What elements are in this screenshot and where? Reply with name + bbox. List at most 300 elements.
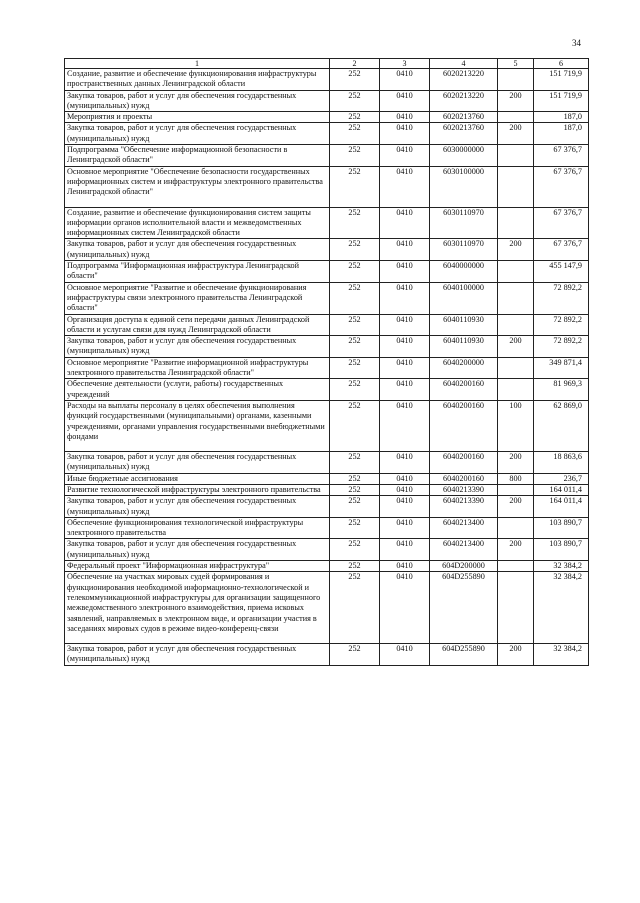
row-value-cell — [380, 539, 430, 561]
row-name-cell — [65, 357, 330, 379]
row-value-cell — [498, 123, 534, 145]
row-value-cell — [430, 561, 498, 572]
row-value-cell — [330, 123, 380, 145]
row-value: 252 — [348, 123, 361, 133]
row-value: 103 890,7 — [549, 539, 582, 549]
row-value: 0410 — [396, 207, 413, 217]
row-value-cell — [430, 644, 498, 666]
row-value: 67 376,7 — [553, 207, 582, 217]
row-value-cell — [534, 112, 589, 123]
row-value: 72 892,2 — [553, 314, 582, 324]
row-value-cell — [430, 282, 498, 314]
row-value: 252 — [348, 261, 361, 271]
row-value: 164 011,4 — [549, 496, 582, 506]
row-value-cell — [430, 379, 498, 401]
row-value: 252 — [348, 379, 361, 389]
row-name: Основное мероприятие "Развитие и обеспечение функционирования инфраструктуры связи электронного правительства Ленинградской области" — [67, 282, 307, 313]
row-value-cell — [330, 166, 380, 207]
row-value: 151 719,9 — [549, 69, 582, 78]
table-row — [65, 473, 589, 484]
row-name: Обеспечение функционирования технологической инфраструктуры электронного правительства — [67, 517, 304, 538]
row-value-cell — [498, 90, 534, 112]
row-value-cell — [430, 496, 498, 518]
row-value-cell — [534, 473, 589, 484]
row-value-cell — [498, 572, 534, 644]
row-value-cell — [430, 112, 498, 123]
row-value: 455 147,9 — [549, 261, 582, 271]
row-name-cell — [65, 145, 330, 167]
row-value: 0410 — [396, 473, 413, 483]
row-value: 200 — [509, 90, 522, 100]
row-value-cell — [534, 400, 589, 451]
row-name-cell — [65, 336, 330, 358]
table-row — [65, 261, 589, 283]
table-row — [65, 539, 589, 561]
row-value: 252 — [348, 539, 361, 549]
row-name: Обеспечение на участках мировых судей формирования и функционирования необходимой информационно-технологической и телекоммуникационной инфраструктуры для организации защищенного межведомственного электронного взаимодействия, приема исковых заявлений, направляемых в электронном виде, и организации участия в заседаниях мировых судов в режиме видео-конференц-связи — [67, 572, 321, 633]
row-value: 0410 — [396, 400, 413, 410]
table-row — [65, 400, 589, 451]
row-value-cell — [380, 145, 430, 167]
header-col-5: 5 — [498, 59, 534, 69]
row-value: 252 — [348, 561, 361, 571]
row-name-cell — [65, 69, 330, 91]
row-name: Закупка товаров, работ и услуг для обеспечения государственных (муниципальных) нужд — [67, 90, 297, 110]
row-name: Создание, развитие и обеспечение функционирования инфраструктуры пространственных данных Ленинградской области — [67, 69, 317, 89]
row-value: 0410 — [396, 517, 413, 527]
row-value-cell — [380, 644, 430, 666]
row-value-cell — [430, 473, 498, 484]
row-value: 252 — [348, 314, 361, 324]
row-value: 252 — [348, 484, 361, 494]
row-value-cell — [430, 145, 498, 167]
row-value-cell — [430, 239, 498, 261]
row-value-cell — [534, 357, 589, 379]
row-name: Создание, развитие и обеспечение функционирования систем защиты информации органов исполнительной власти и межведомственных информационных систем Ленинградской области — [67, 207, 311, 238]
row-value-cell — [534, 452, 589, 474]
row-value-cell — [380, 123, 430, 145]
row-name-cell — [65, 282, 330, 314]
row-name-cell — [65, 166, 330, 207]
row-value-cell — [430, 314, 498, 336]
row-name: Закупка товаров, работ и услуг для обеспечения государственных (муниципальных) нужд — [67, 123, 297, 143]
row-value-cell — [330, 314, 380, 336]
row-value: 200 — [509, 123, 522, 133]
row-value: 252 — [348, 90, 361, 100]
row-name-cell — [65, 112, 330, 123]
table-row — [65, 314, 589, 336]
row-value-cell — [330, 561, 380, 572]
row-name: Мероприятия и проекты — [67, 112, 153, 122]
row-value: 6020213220 — [443, 69, 484, 78]
row-value: 6020213760 — [443, 112, 484, 122]
row-value: 6030100000 — [443, 166, 484, 176]
row-value-cell — [430, 357, 498, 379]
row-name-cell — [65, 239, 330, 261]
budget-table — [64, 58, 589, 666]
row-value: 6040000000 — [443, 261, 484, 271]
header-col-4: 4 — [430, 59, 498, 69]
table-row — [65, 484, 589, 495]
row-value-cell — [430, 336, 498, 358]
row-name-cell — [65, 261, 330, 283]
row-value-cell — [430, 261, 498, 283]
row-value-cell — [534, 314, 589, 336]
row-value: 0410 — [396, 123, 413, 133]
row-value: 252 — [348, 282, 361, 292]
row-value-cell — [534, 166, 589, 207]
row-name: Иные бюджетные ассигнования — [67, 473, 178, 483]
row-value-cell — [380, 207, 430, 239]
row-value-cell — [330, 207, 380, 239]
row-value-cell — [534, 644, 589, 666]
row-value: 0410 — [396, 239, 413, 249]
row-name-cell — [65, 572, 330, 644]
row-value: 6040100000 — [443, 282, 484, 292]
row-value-cell — [380, 69, 430, 91]
row-value: 0410 — [396, 314, 413, 324]
row-name: Закупка товаров, работ и услуг для обеспечения государственных (муниципальных) нужд — [67, 336, 297, 356]
row-value-cell — [534, 539, 589, 561]
table-row — [65, 166, 589, 207]
row-value-cell — [380, 517, 430, 539]
row-value: 252 — [348, 336, 361, 346]
row-value: 252 — [348, 496, 361, 506]
row-value: 32 384,2 — [553, 572, 582, 582]
row-value: 604D200000 — [442, 561, 485, 571]
row-value: 0410 — [396, 261, 413, 271]
row-value-cell — [498, 561, 534, 572]
row-value: 0410 — [396, 484, 413, 494]
row-value: 6020213760 — [443, 123, 484, 133]
row-value-cell — [430, 452, 498, 474]
row-value-cell — [330, 239, 380, 261]
row-value-cell — [534, 207, 589, 239]
row-name-cell — [65, 207, 330, 239]
row-value-cell — [498, 484, 534, 495]
row-name: Расходы на выплаты персоналу в целях обеспечения выполнения функций государственными (муниципальными) органами, казенными учреждениями, органами управления государственными внебюджетными фондами — [67, 400, 325, 441]
row-value: 72 892,2 — [553, 336, 582, 346]
row-value-cell — [330, 452, 380, 474]
row-value: 6030110970 — [443, 207, 484, 217]
row-name: Закупка товаров, работ и услуг для обеспечения государственных (муниципальных) нужд — [67, 539, 297, 559]
row-value-cell — [534, 517, 589, 539]
row-value: 32 384,2 — [553, 644, 582, 654]
row-value-cell — [498, 112, 534, 123]
row-value-cell — [330, 357, 380, 379]
row-value: 6040200160 — [443, 452, 484, 462]
table-row — [65, 496, 589, 518]
row-name: Подпрограмма "Обеспечение информационной безопасности в Ленинградской области" — [67, 145, 288, 165]
row-value-cell — [534, 282, 589, 314]
row-value-cell — [534, 145, 589, 167]
table-row — [65, 452, 589, 474]
table-row — [65, 572, 589, 644]
row-value: 6040110930 — [443, 314, 484, 324]
row-value: 18 863,6 — [553, 452, 582, 462]
row-value-cell — [380, 90, 430, 112]
row-value: 0410 — [396, 145, 413, 155]
row-value: 604D255890 — [442, 644, 485, 654]
row-value-cell — [498, 644, 534, 666]
row-value-cell — [330, 69, 380, 91]
row-name-cell — [65, 123, 330, 145]
row-value: 200 — [509, 239, 522, 249]
row-value-cell — [498, 357, 534, 379]
table-row — [65, 145, 589, 167]
row-value-cell — [534, 572, 589, 644]
row-value: 0410 — [396, 90, 413, 100]
row-value: 0410 — [396, 496, 413, 506]
row-value: 200 — [509, 452, 522, 462]
row-value: 62 869,0 — [553, 400, 582, 410]
row-value-cell — [430, 484, 498, 495]
row-value-cell — [330, 400, 380, 451]
row-name: Федеральный проект "Информационная инфраструктура" — [67, 561, 270, 571]
row-value: 200 — [509, 539, 522, 549]
row-value: 6040200160 — [443, 473, 484, 483]
row-value: 236,7 — [563, 473, 582, 483]
row-name-cell — [65, 539, 330, 561]
row-value: 72 892,2 — [553, 282, 582, 292]
row-value-cell — [380, 379, 430, 401]
row-name-cell — [65, 90, 330, 112]
row-value: 164 011,4 — [549, 484, 582, 494]
row-spacer — [67, 442, 327, 451]
table-row — [65, 207, 589, 239]
row-value: 604D255890 — [442, 572, 485, 582]
row-value-cell — [330, 379, 380, 401]
row-value: 0410 — [396, 452, 413, 462]
table-row — [65, 282, 589, 314]
row-value-cell — [498, 207, 534, 239]
row-value: 6040213400 — [443, 517, 484, 527]
row-value-cell — [498, 379, 534, 401]
row-value: 252 — [348, 644, 361, 654]
row-name: Основное мероприятие "Обеспечение безопасности государственных информационных систем и инфраструктуры электронного правительства Ленинградской области" — [67, 166, 323, 197]
row-value-cell — [498, 261, 534, 283]
row-spacer — [67, 198, 327, 207]
table-row — [65, 239, 589, 261]
row-value-cell — [330, 496, 380, 518]
row-value-cell — [498, 314, 534, 336]
row-name: Закупка товаров, работ и услуг для обеспечения государственных (муниципальных) нужд — [67, 452, 297, 472]
row-value-cell — [498, 239, 534, 261]
row-value-cell — [330, 261, 380, 283]
row-name-cell — [65, 484, 330, 495]
row-value: 32 384,2 — [553, 561, 582, 571]
row-value-cell — [380, 400, 430, 451]
row-value-cell — [380, 452, 430, 474]
row-value-cell — [330, 145, 380, 167]
row-value-cell — [330, 90, 380, 112]
row-name: Обеспечение деятельности (услуги, работы) государственных учреждений — [67, 379, 284, 399]
row-value-cell — [430, 572, 498, 644]
row-value-cell — [498, 145, 534, 167]
row-value-cell — [380, 496, 430, 518]
row-value-cell — [380, 572, 430, 644]
row-value: 151 719,9 — [549, 90, 582, 100]
row-spacer — [67, 634, 327, 643]
row-value: 349 871,4 — [549, 357, 582, 367]
row-value: 252 — [348, 166, 361, 176]
row-value: 252 — [348, 145, 361, 155]
table-row — [65, 517, 589, 539]
row-value-cell — [498, 539, 534, 561]
table-row — [65, 644, 589, 666]
row-value-cell — [380, 239, 430, 261]
row-value-cell — [534, 496, 589, 518]
row-value: 6040213390 — [443, 496, 484, 506]
row-name-cell — [65, 644, 330, 666]
row-value-cell — [534, 261, 589, 283]
row-value-cell — [380, 561, 430, 572]
row-name: Закупка товаров, работ и услуг для обеспечения государственных (муниципальных) нужд — [67, 644, 297, 664]
header-col-2: 2 — [330, 59, 380, 69]
row-value: 67 376,7 — [553, 145, 582, 155]
row-value-cell — [534, 90, 589, 112]
row-value-cell — [534, 336, 589, 358]
row-value: 252 — [348, 69, 361, 78]
header-col-6: 6 — [534, 59, 589, 69]
row-value-cell — [498, 496, 534, 518]
table-row — [65, 90, 589, 112]
row-name-cell — [65, 379, 330, 401]
table-row — [65, 379, 589, 401]
row-value-cell — [498, 517, 534, 539]
page-number: 34 — [572, 38, 581, 48]
row-name: Развитие технологической инфраструктуры электронного правительства — [67, 484, 321, 494]
row-value: 67 376,7 — [553, 166, 582, 176]
row-value-cell — [380, 314, 430, 336]
row-value-cell — [534, 239, 589, 261]
row-value-cell — [534, 69, 589, 91]
row-value-cell — [380, 261, 430, 283]
row-value: 6040200160 — [443, 379, 484, 389]
header-row — [65, 59, 589, 69]
row-value: 6030000000 — [443, 145, 484, 155]
row-value-cell — [430, 517, 498, 539]
row-value: 6040213400 — [443, 539, 484, 549]
row-value-cell — [534, 561, 589, 572]
row-value: 252 — [348, 517, 361, 527]
row-value-cell — [330, 112, 380, 123]
table-row — [65, 561, 589, 572]
row-value-cell — [330, 336, 380, 358]
row-value-cell — [498, 282, 534, 314]
table-row — [65, 112, 589, 123]
table-row — [65, 123, 589, 145]
row-value: 81 969,3 — [553, 379, 582, 389]
table-row — [65, 336, 589, 358]
row-value-cell — [380, 112, 430, 123]
row-value: 6040200000 — [443, 357, 484, 367]
row-value: 200 — [509, 336, 522, 346]
row-value-cell — [430, 400, 498, 451]
row-value: 0410 — [396, 644, 413, 654]
row-value-cell — [380, 357, 430, 379]
row-name-cell — [65, 473, 330, 484]
row-value: 103 890,7 — [549, 517, 582, 527]
row-value-cell — [330, 484, 380, 495]
row-value: 6040110930 — [443, 336, 484, 346]
row-value: 0410 — [396, 336, 413, 346]
row-value-cell — [330, 473, 380, 484]
row-name: Подпрограмма "Информационная инфраструктура Ленинградской области" — [67, 261, 300, 281]
row-value: 0410 — [396, 357, 413, 367]
row-value-cell — [498, 473, 534, 484]
row-value-cell — [430, 69, 498, 91]
row-name: Закупка товаров, работ и услуг для обеспечения государственных (муниципальных) нужд — [67, 496, 297, 516]
row-value-cell — [330, 539, 380, 561]
row-value: 252 — [348, 473, 361, 483]
row-name-cell — [65, 517, 330, 539]
row-value-cell — [534, 484, 589, 495]
row-value: 187,0 — [563, 123, 582, 133]
row-value-cell — [330, 644, 380, 666]
row-value-cell — [430, 123, 498, 145]
row-value-cell — [330, 517, 380, 539]
row-value: 0410 — [396, 561, 413, 571]
row-value-cell — [534, 379, 589, 401]
row-value-cell — [498, 69, 534, 91]
row-name-cell — [65, 314, 330, 336]
row-name-cell — [65, 561, 330, 572]
row-value-cell — [534, 123, 589, 145]
row-value-cell — [380, 473, 430, 484]
row-value: 6030110970 — [443, 239, 484, 249]
row-value: 0410 — [396, 572, 413, 582]
header-col-1: 1 — [65, 59, 330, 69]
row-value: 100 — [509, 400, 522, 410]
row-value: 0410 — [396, 539, 413, 549]
row-value: 0410 — [396, 112, 413, 122]
row-value: 200 — [509, 496, 522, 506]
row-value-cell — [430, 207, 498, 239]
row-value-cell — [430, 166, 498, 207]
row-value: 252 — [348, 572, 361, 582]
row-value: 200 — [509, 644, 522, 654]
row-value: 6040200160 — [443, 400, 484, 410]
row-name: Основное мероприятие "Развитие информационной инфраструктуры электронного правительства Ленинградской области" — [67, 357, 309, 378]
row-value-cell — [430, 90, 498, 112]
row-value: 252 — [348, 239, 361, 249]
row-value-cell — [430, 539, 498, 561]
row-value-cell — [380, 336, 430, 358]
row-value: 67 376,7 — [553, 239, 582, 249]
row-value: 0410 — [396, 166, 413, 176]
row-value: 252 — [348, 452, 361, 462]
row-value: 252 — [348, 357, 361, 367]
row-name-cell — [65, 496, 330, 518]
row-name: Организация доступа к единой сети передачи данных Ленинградской области и услугам связи для нужд Ленинградской области — [67, 314, 310, 334]
row-name: Закупка товаров, работ и услуг для обеспечения государственных (муниципальных) нужд — [67, 239, 297, 259]
row-value: 252 — [348, 207, 361, 217]
row-value: 0410 — [396, 282, 413, 292]
row-name-cell — [65, 400, 330, 451]
row-value-cell — [498, 336, 534, 358]
row-value-cell — [380, 484, 430, 495]
row-name-cell — [65, 452, 330, 474]
header-col-3: 3 — [380, 59, 430, 69]
table-row — [65, 69, 589, 91]
row-value: 800 — [509, 473, 522, 483]
row-value: 0410 — [396, 379, 413, 389]
row-value: 6040213390 — [443, 484, 484, 494]
table-row — [65, 357, 589, 379]
row-value-cell — [498, 452, 534, 474]
row-value: 252 — [348, 400, 361, 410]
